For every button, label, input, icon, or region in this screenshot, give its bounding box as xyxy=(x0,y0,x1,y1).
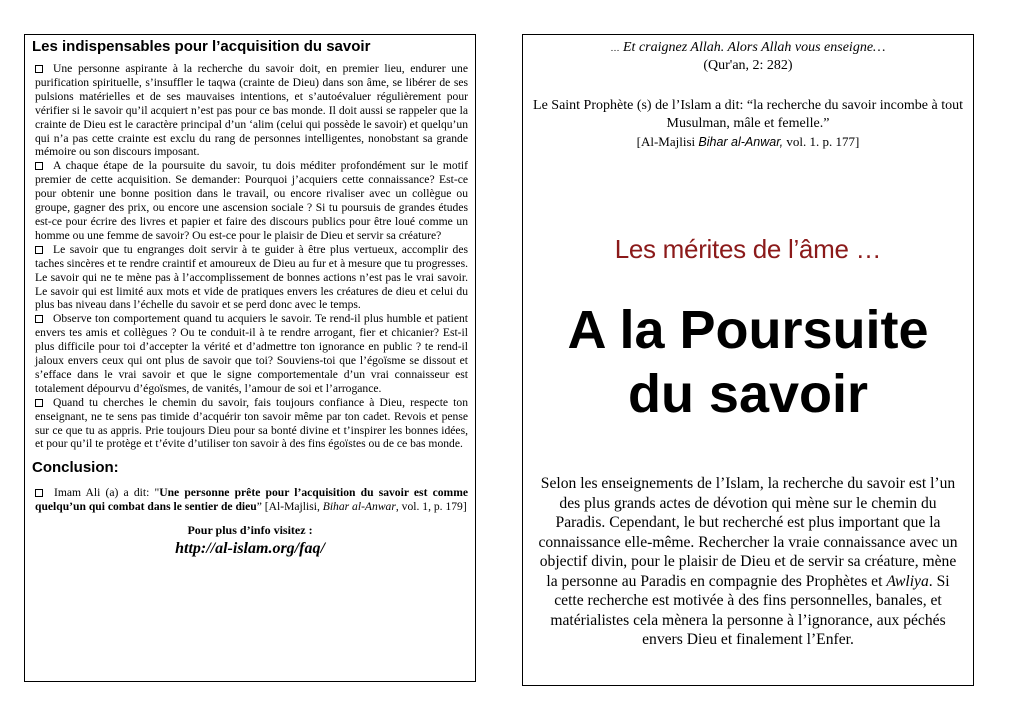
checkbox-bullet-icon xyxy=(35,65,43,73)
list-item: A chaque étape de la poursuite du savoir, tu dois méditer profondément sur le motif premier de cette acquisition. Se demander: Pourquoi j’acquiers cette connaissance? Est-ce pour obtenir une bonne position dans le travail, ou encore rivaliser avec un collègue ou groupe, gagner des prix, ou encore une ascension sociale ? Si tu poursuis de grandes études est-ce pour écrire des livres et papier et faire des discours publics pour être loué comme un homme ou une femme de savoir? Ou est-ce pour le plaisir de Dieu et servir sa créature? xyxy=(35,159,468,242)
page-title: A la Poursuite du savoir xyxy=(567,300,929,424)
left-section-title: Les indispensables pour l’acquisition du savoir xyxy=(32,38,371,55)
quran-verse: … Et craignez Allah. Alors Allah vous enseigne… xyxy=(610,40,886,55)
intro-paragraph: Selon les enseignements de l’Islam, la recherche du savoir est l’un des plus grands actes de dévotion qui mène sur le chemin du Paradis. Cependant, le but recherché est plus important que la connaissance elle-même. Rechercher la vraie connaissance avec un objectif divin, pour le plaisir de Dieu et de servir sa créature, mène la personne au Paradis en compagnie des Prophètes et Awliya. Si cette recherche est motivée à des fins personnelles, banales, et matérialistes cela mènera la personne à l’ignorance, aux péchés envers Dieu et finalement l’Enfer. xyxy=(538,475,958,648)
imam-ali-quote: Imam Ali (a) a dit: "Une personne prête pour l’acquisition du savoir est comme quelqu’un qui combat dans le sentier de dieu” [Al-Majlisi, Bihar al-Anwar, vol. 1, p. 179] xyxy=(35,486,468,514)
list-item: Quand tu cherches le chemin du savoir, fais toujours confiance à Dieu, respecte ton enseignant, ne te sens pas timide d’acquérir ton savoir même par ton cadet. Revois et pense sur ce que tu as appris. Prie toujours Dieu pour sa bonté divine et t’inspirer les bonnes idées, et pour qu’il te protège et t’évite d’utiliser ton savoir à des fins égoïstes ou de ce bas monde. xyxy=(35,395,468,451)
hadith-reference: [Al-Majlisi Bihar al-Anwar, vol. 1. p. 177] xyxy=(636,134,860,149)
hadith-text: Le Saint Prophète (s) de l’Islam a dit: “la recherche du savoir incombe à tout Musulman, mâle et femelle.” xyxy=(533,98,963,131)
right-panel xyxy=(522,34,974,686)
checkbox-bullet-icon xyxy=(35,246,43,254)
checkbox-bullet-icon xyxy=(35,489,43,497)
conclusion-title: Conclusion: xyxy=(32,459,119,477)
checkbox-bullet-icon xyxy=(35,315,43,323)
bullet-list xyxy=(32,62,468,451)
checkbox-bullet-icon xyxy=(35,162,43,170)
list-item: Une personne aspirante à la recherche du savoir doit, en premier lieu, endurer une purification spirituelle, s’insuffler le taqwa (crainte de Dieu) dans son âme, se libérer de ses pulsions matérielles et de ses mauvaises intentions, et s’autoévaluer régulièrement pour vérifier si le savoir qu’il acquiert n’est pas pour ce bas monde. Il doit aussi se rappeler que la crainte de Dieu est le caractère principal d’un ‘alim (celui qui possède le savoir) et quelqu’un qui n’a pas cette crainte est exclu du rang de personnes intelligentes, nonobstant sa grande mémoire ou son discours imposant. xyxy=(35,62,468,159)
list-item: Observe ton comportement quand tu acquiers le savoir. Te rend-il plus humble et patient envers tes amis et collègues ? Ou te conduit-il à te rendre arrogant, fier et chicanier? Est-il plus difficile pour toi d’accepter la vérité et d’admettre ton ignorance en public ? te rend-il jaloux envers ceux qui ont plus de savoir que toi? Souviens-toi que l’égoïsme se dissout et s’efface dans le vrai savoir et que le signe comportementale d’un vrai connaisseur est totalement dépourvu d’égoïsmes, de vanités, l’amour de soi et l’arrogance. xyxy=(35,312,468,395)
info-link[interactable]: http://al-islam.org/faq/ xyxy=(175,540,325,558)
checkbox-bullet-icon xyxy=(35,399,43,407)
info-label: Pour plus d’info visitez : xyxy=(187,523,313,538)
quran-reference: (Qur'an, 2: 282) xyxy=(703,58,793,73)
left-panel xyxy=(24,34,476,682)
list-item: Le savoir que tu engranges doit servir à te guider à être plus vertueux, accomplir des taches sincères et te rendre craintif et amoureux de Dieu au fur et à mesure que tu progresses. Le savoir qui ne te mène pas à l’accomplissement de bonnes actions n’est pas le vrai savoir. Le savoir qui est limité aux mots et vide de pratiques envers les créatures de dieu et celui du plus bas niveau dans l’échelle du savoir et se perd donc avec le temps. xyxy=(35,242,468,312)
subtitle: Les mérites de l’âme … xyxy=(614,234,882,264)
quote-bold-text: Une personne prête pour l’acquisition du savoir est comme quelqu’un qui combat dans le sentier de dieu xyxy=(35,486,468,514)
